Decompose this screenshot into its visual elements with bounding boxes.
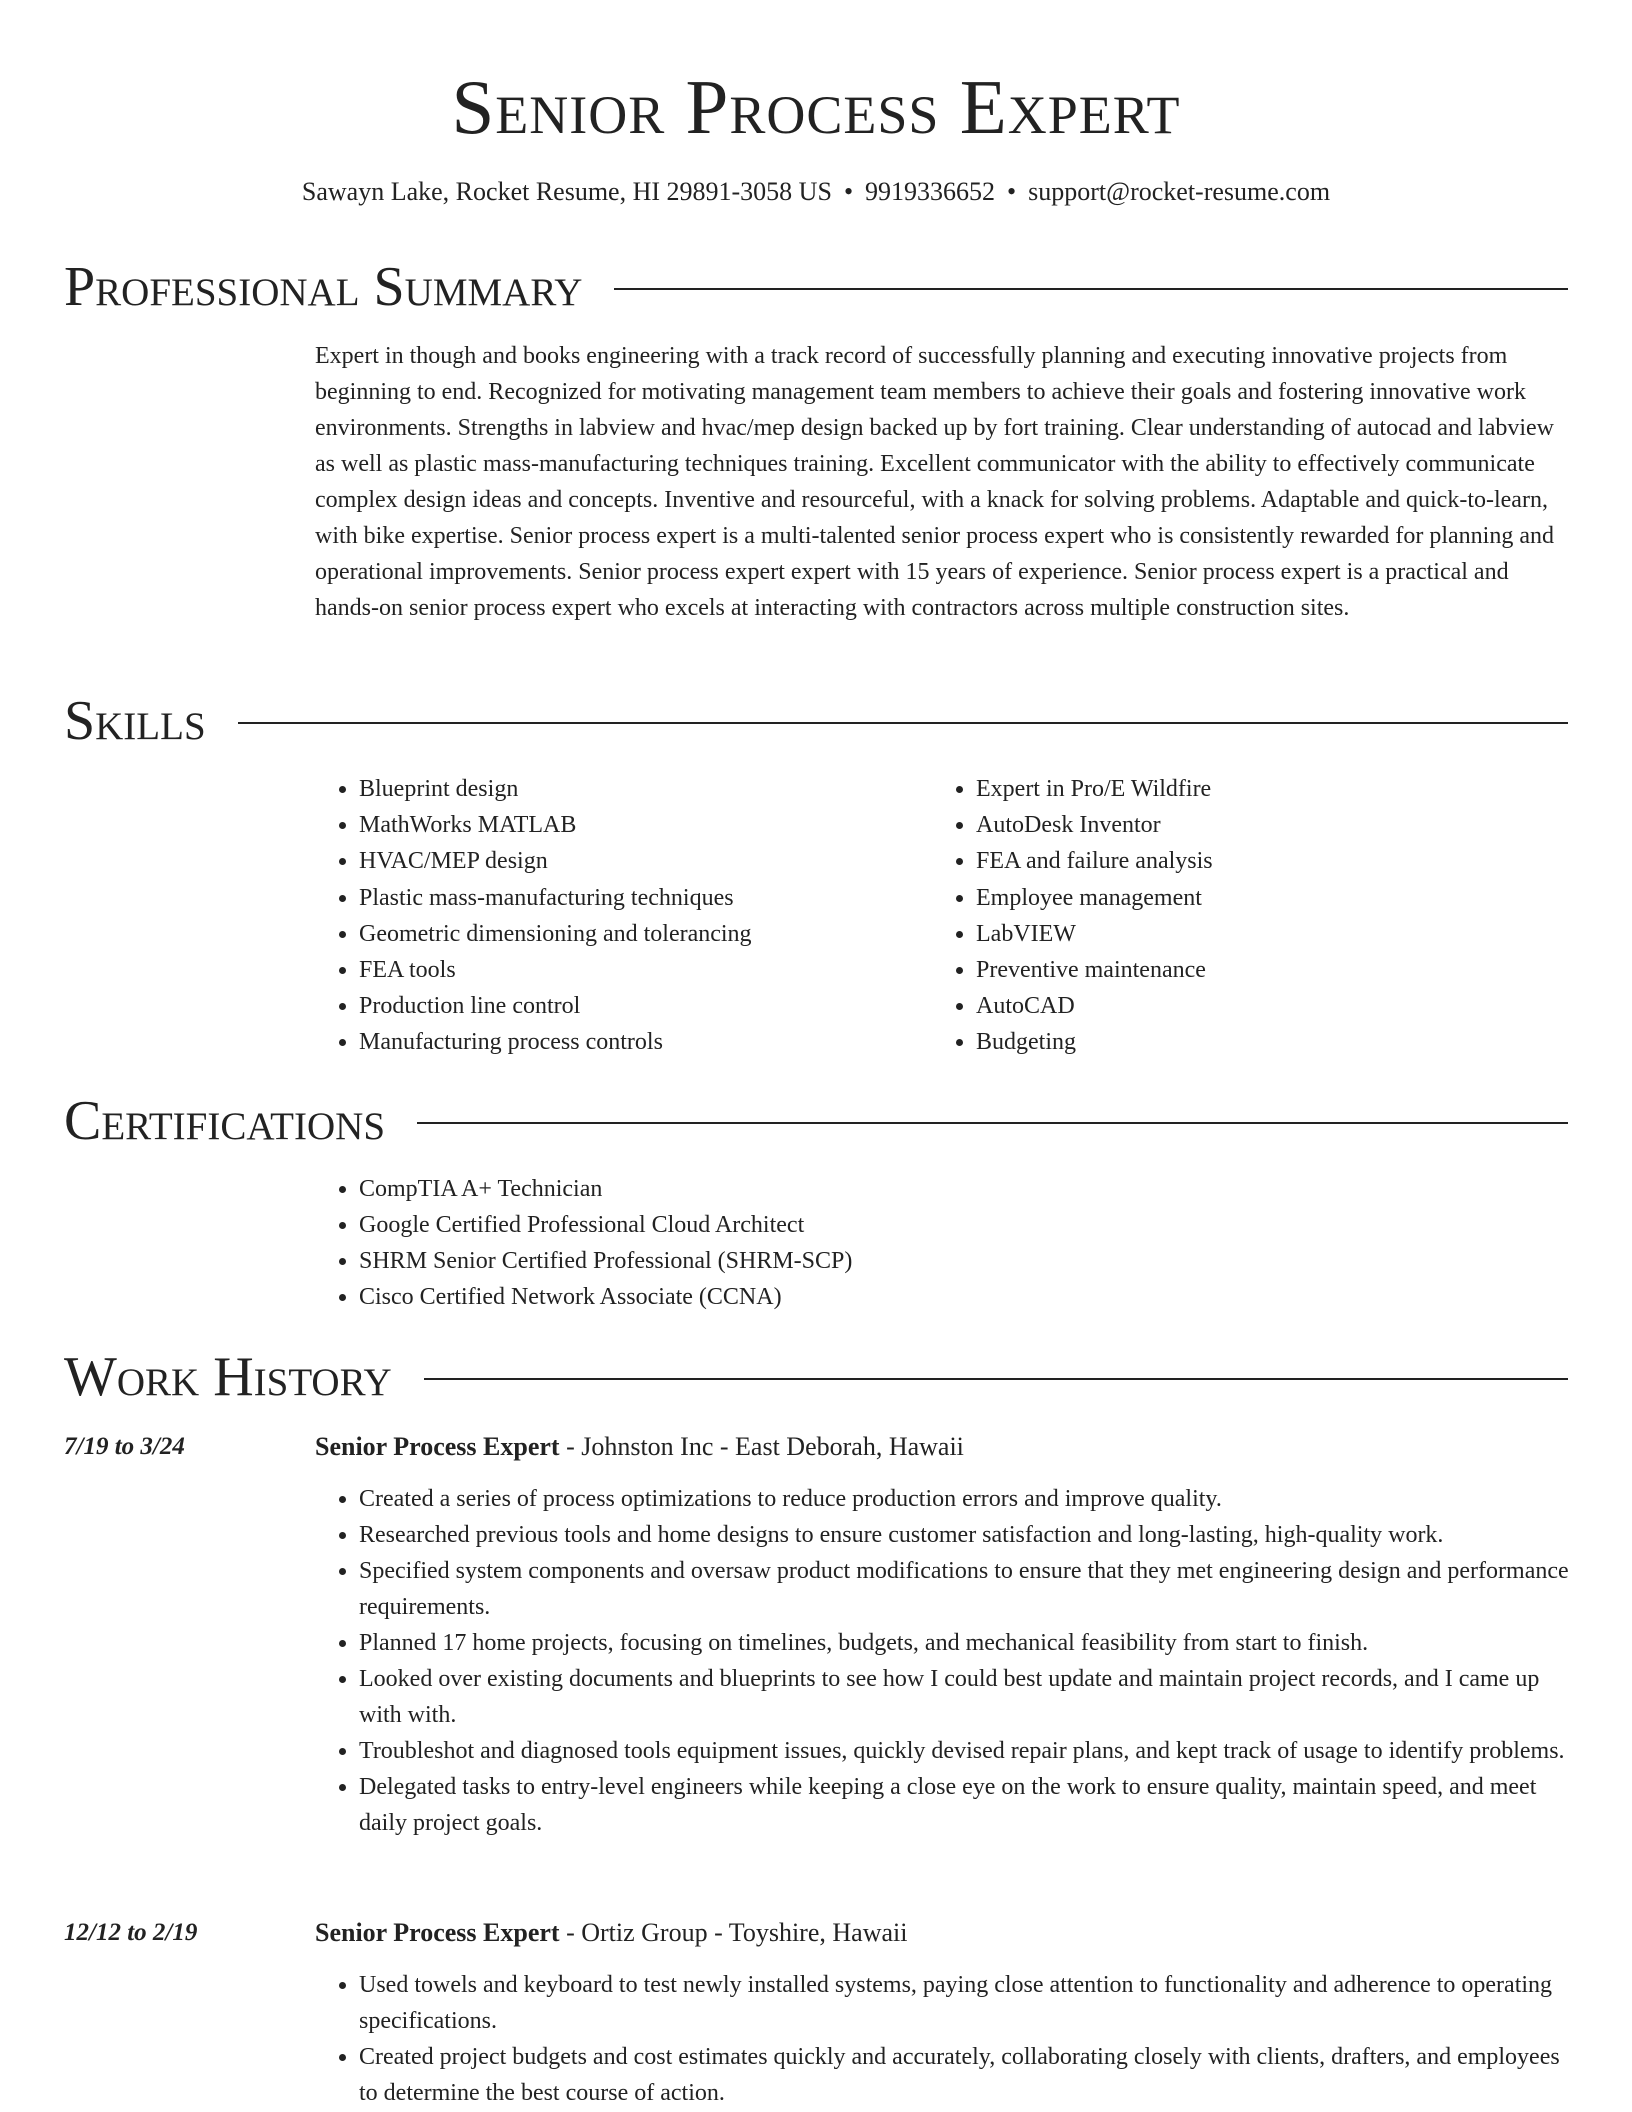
skill-item: • FEA and failure analysis — [976, 843, 1522, 879]
section-title-skills: Skills — [64, 690, 206, 752]
contact-line — [0, 174, 1632, 210]
section-header-certifications — [64, 1086, 1568, 1156]
job-role: Senior Process Expert — [315, 1432, 560, 1461]
skill-item: • Expert in Pro/E Wildfire — [976, 771, 1522, 807]
job-role: Senior Process Expert — [315, 1918, 560, 1947]
section-title-summary: Professional Summary — [64, 256, 583, 318]
job-bullet: • Looked over existing documents and blueprints to see how I could best update and maintain project records, and I came up with with. — [359, 1661, 1570, 1733]
job-bullets — [315, 1481, 1570, 1841]
section-header-skills — [64, 686, 1568, 756]
skill-item: • LabVIEW — [976, 916, 1522, 952]
section-rule — [424, 1378, 1568, 1380]
skill-item: • MathWorks MATLAB — [359, 807, 905, 843]
summary-text: Expert in though and books engineering with a track record of successfully planning and executing innovative projects from beginning to end. Recognized for motivating management team members to achieve their goals and fostering innovative work environments. Strengths in labview and hvac/mep design backed up by fort training. Clear understanding of autocad and labview as well as plastic mass-manufacturing techniques training. Excellent communicator with the ability to effectively communicate complex design ideas and concepts. Inventive and resourceful, with a knack for solving problems. Adaptable and quick-to-learn, with bike expertise. Senior process expert is a multi-talented senior process expert who is consistently rewarded for planning and operational improvements. Senior process expert expert with 15 years of experience. Senior process expert is a practical and hands-on senior process expert who excels at interacting with contractors across multiple construction sites. — [315, 343, 1554, 621]
job-bullet: • Used towels and keyboard to test newly installed systems, paying close attention to functionality and adherence to operating specifications. — [359, 1967, 1570, 2039]
job-dates: 7/19 to 3/24 — [64, 1433, 185, 1460]
job-dates: 12/12 to 2/19 — [64, 1919, 198, 1946]
job-bullet: • Created a series of process optimizations to reduce production errors and improve quality. — [359, 1481, 1570, 1517]
skill-item: • AutoDesk Inventor — [976, 807, 1522, 843]
contact-address: Sawayn Lake, Rocket Resume, HI 29891-3058 US — [301, 177, 832, 206]
certification-item: • CompTIA A+ Technician — [359, 1171, 1565, 1207]
skill-item: • HVAC/MEP design — [359, 843, 905, 879]
contact-separator: • — [1007, 177, 1017, 206]
section-title-certifications: Certifications — [64, 1090, 386, 1152]
section-rule — [614, 288, 1568, 290]
skill-item: • Manufacturing process controls — [359, 1024, 905, 1060]
job-title-line — [315, 1429, 964, 1465]
skill-item: • FEA tools — [359, 952, 905, 988]
skill-item: • Blueprint design — [359, 771, 905, 807]
section-rule — [417, 1122, 1568, 1124]
skill-item: • Preventive maintenance — [976, 952, 1522, 988]
job-details: - Ortiz Group - Toyshire, Hawaii — [559, 1918, 908, 1947]
contact-email: support@rocket-resume.com — [1028, 177, 1331, 206]
resume-name: Senior Process Expert — [451, 64, 1181, 150]
skill-item: • Geometric dimensioning and tolerancing — [359, 916, 905, 952]
contact-phone: 9919336652 — [865, 177, 996, 206]
job-bullet: • Researched previous tools and home designs to ensure customer satisfaction and long-lasting, high-quality work. — [359, 1517, 1570, 1553]
skills-column-left — [315, 771, 905, 1061]
skill-item: • Budgeting — [976, 1024, 1522, 1060]
skills-column-right — [932, 771, 1522, 1061]
skill-item: • Plastic mass-manufacturing techniques — [359, 880, 905, 916]
skill-item: • Employee management — [976, 880, 1522, 916]
job-bullet: • Planned 17 home projects, focusing on timelines, budgets, and mechanical feasibility from start to finish. — [359, 1625, 1570, 1661]
section-header-summary — [64, 252, 1568, 322]
job-details: - Johnston Inc - East Deborah, Hawaii — [559, 1432, 964, 1461]
contact-separator: • — [843, 177, 854, 206]
skill-item: • AutoCAD — [976, 988, 1522, 1024]
job-bullet: • Created project budgets and cost estimates quickly and accurately, collaborating closely with clients, drafters, and employees to determine the best course of action. — [359, 2039, 1570, 2111]
certification-item: • Cisco Certified Network Associate (CCNA) — [359, 1279, 1565, 1315]
job-bullet: • Delegated tasks to entry-level engineers while keeping a close eye on the work to ensure quality, maintain speed, and meet daily project goals. — [359, 1769, 1570, 1841]
section-rule — [238, 722, 1568, 724]
section-header-work-history — [64, 1342, 1568, 1412]
skill-item: • Production line control — [359, 988, 905, 1024]
certification-item: • Google Certified Professional Cloud Architect — [359, 1207, 1565, 1243]
job-bullet: • Troubleshot and diagnosed tools equipment issues, quickly devised repair plans, and kept track of usage to identify problems. — [359, 1733, 1570, 1769]
certifications-list — [315, 1171, 1565, 1315]
job-bullets — [315, 1967, 1570, 2111]
job-bullet: • Specified system components and oversaw product modifications to ensure that they met engineering design and performance requirements. — [359, 1553, 1570, 1625]
job-title-line — [315, 1915, 907, 1951]
section-title-work-history: Work History — [64, 1346, 392, 1408]
certification-item: • SHRM Senior Certified Professional (SHRM-SCP) — [359, 1243, 1565, 1279]
